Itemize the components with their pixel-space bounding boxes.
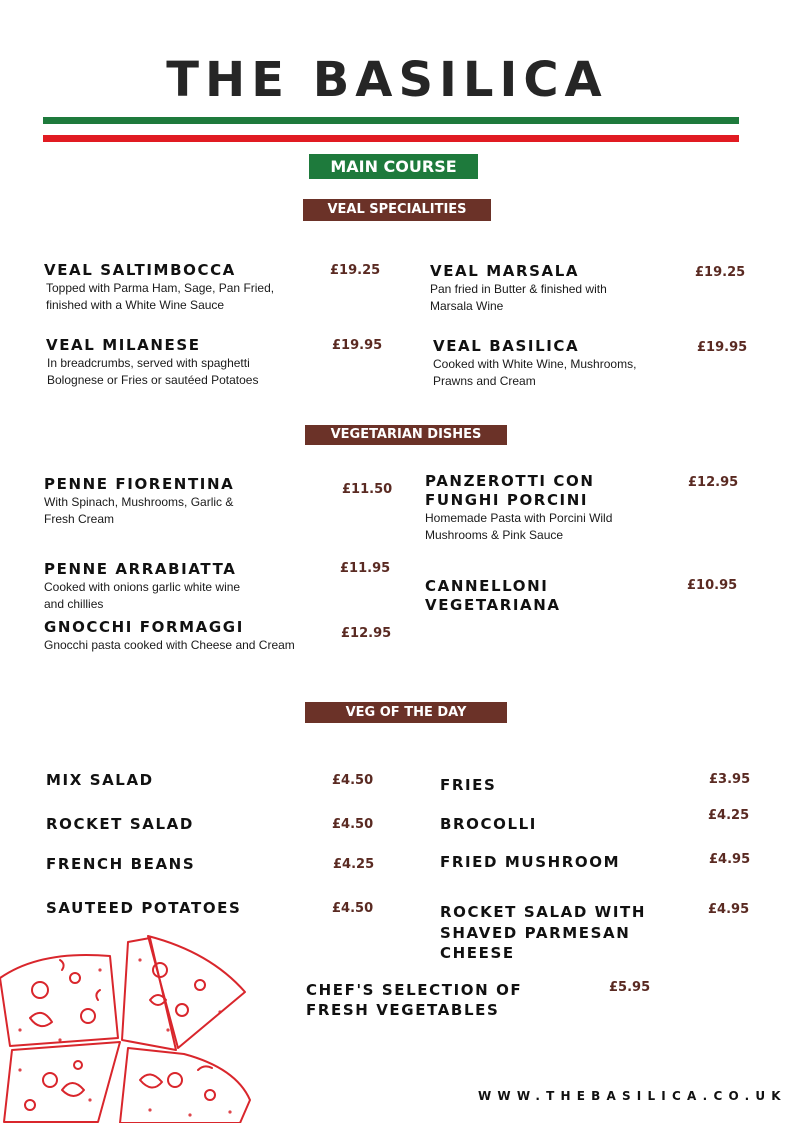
item-description: Cooked with onions garlic white wine (44, 580, 241, 594)
item-description: In breadcrumbs, served with spaghetti (47, 356, 250, 370)
veg-item-mix-salad: MIX SALAD (46, 771, 154, 789)
item-price: £12.95 (688, 475, 739, 490)
menu-title: THE BASILICA (166, 52, 608, 108)
pizza-illustration-icon (0, 930, 260, 1123)
item-name: FUNGHI PORCINI (425, 491, 589, 509)
item-price: £10.95 (687, 578, 738, 593)
item-price: £4.95 (709, 852, 751, 867)
item-price: £4.25 (708, 808, 750, 823)
item-price: £12.95 (341, 626, 392, 641)
menu-item-veal-milanese (46, 336, 258, 389)
item-name: PENNE FIORENTINA (44, 475, 235, 493)
menu-item-cannelloni (425, 577, 561, 615)
item-price: £19.95 (697, 340, 748, 355)
menu-item-veal-marsala (430, 262, 607, 315)
item-price: £4.25 (333, 857, 375, 872)
item-description: Cooked with White Wine, Mushrooms, (433, 357, 637, 371)
item-name: SHAVED PARMESAN (440, 924, 631, 942)
item-name: FRESH VEGETABLES (306, 1001, 500, 1019)
item-name: PANZEROTTI CON (425, 472, 595, 490)
item-description: Bolognese or Fries or sautéed Potatoes (47, 373, 259, 387)
item-description: Prawns and Cream (433, 374, 536, 388)
main-course-heading: MAIN COURSE (309, 154, 478, 179)
item-name: VEGETARIANA (425, 596, 561, 614)
veg-item-french-beans: FRENCH BEANS (46, 855, 196, 873)
item-price: £5.95 (609, 980, 651, 995)
item-description: Gnocchi pasta cooked with Cheese and Cream (44, 638, 295, 652)
item-name: CANNELLONI (425, 577, 549, 595)
item-price: £19.95 (332, 338, 383, 353)
item-description: With Spinach, Mushrooms, Garlic & (44, 495, 234, 509)
section-heading-vegetarian: VEGETARIAN DISHES (305, 425, 507, 445)
item-name: VEAL MILANESE (46, 336, 201, 354)
red-stripe-divider (43, 135, 739, 142)
item-price: £4.50 (332, 773, 374, 788)
veg-item-fries: FRIES (440, 776, 497, 794)
item-name: GNOCCHI FORMAGGI (44, 618, 244, 636)
item-name: CHEESE (440, 944, 515, 962)
menu-item-panzerotti (425, 472, 612, 544)
item-name: VEAL BASILICA (433, 337, 580, 355)
item-name: VEAL MARSALA (430, 262, 580, 280)
menu-item-penne-arrabiatta (44, 560, 240, 613)
menu-item-veal-basilica (433, 337, 636, 390)
veg-item-rocket-parmesan (440, 902, 646, 962)
item-price: £3.95 (709, 772, 751, 787)
item-description: Mushrooms & Pink Sauce (425, 528, 564, 542)
veg-item-fried-mushroom: FRIED MUSHROOM (440, 853, 621, 871)
item-price: £19.25 (330, 263, 381, 278)
veg-item-sauteed-potatoes: SAUTEED POTATOES (46, 899, 242, 917)
veg-item-brocolli: BROCOLLI (440, 815, 537, 833)
item-description: Pan fried in Butter & finished with (430, 282, 607, 296)
veg-item-chefs-selection (306, 980, 522, 1020)
item-name: PENNE ARRABIATTA (44, 560, 237, 578)
item-description: Fresh Cream (44, 512, 115, 526)
section-heading-veg-of-day: VEG OF THE DAY (305, 702, 507, 723)
item-name: CHEF'S SELECTION OF (306, 981, 523, 999)
menu-item-veal-saltimbocca (44, 261, 274, 314)
item-description: Homemade Pasta with Porcini Wild (425, 511, 613, 525)
veg-item-rocket-salad: ROCKET SALAD (46, 815, 194, 833)
section-heading-veal: VEAL SPECIALITIES (303, 199, 491, 221)
item-price: £4.50 (332, 817, 374, 832)
item-price: £11.50 (342, 482, 393, 497)
item-description: Marsala Wine (430, 299, 504, 313)
item-price: £4.50 (332, 901, 374, 916)
item-name: ROCKET SALAD WITH (440, 903, 646, 921)
item-description: finished with a White Wine Sauce (46, 298, 225, 312)
item-price: £4.95 (708, 902, 750, 917)
menu-item-gnocchi-formaggi (44, 618, 295, 654)
green-stripe-divider (43, 117, 739, 124)
item-price: £19.25 (695, 265, 746, 280)
item-description: and chillies (44, 597, 104, 611)
item-name: VEAL SALTIMBOCCA (44, 261, 236, 279)
item-price: £11.95 (340, 561, 391, 576)
website-url: WWW.THEBASILICA.CO.UK (478, 1089, 787, 1103)
item-description: Topped with Parma Ham, Sage, Pan Fried, (46, 281, 275, 295)
menu-item-penne-fiorentina (44, 475, 234, 528)
